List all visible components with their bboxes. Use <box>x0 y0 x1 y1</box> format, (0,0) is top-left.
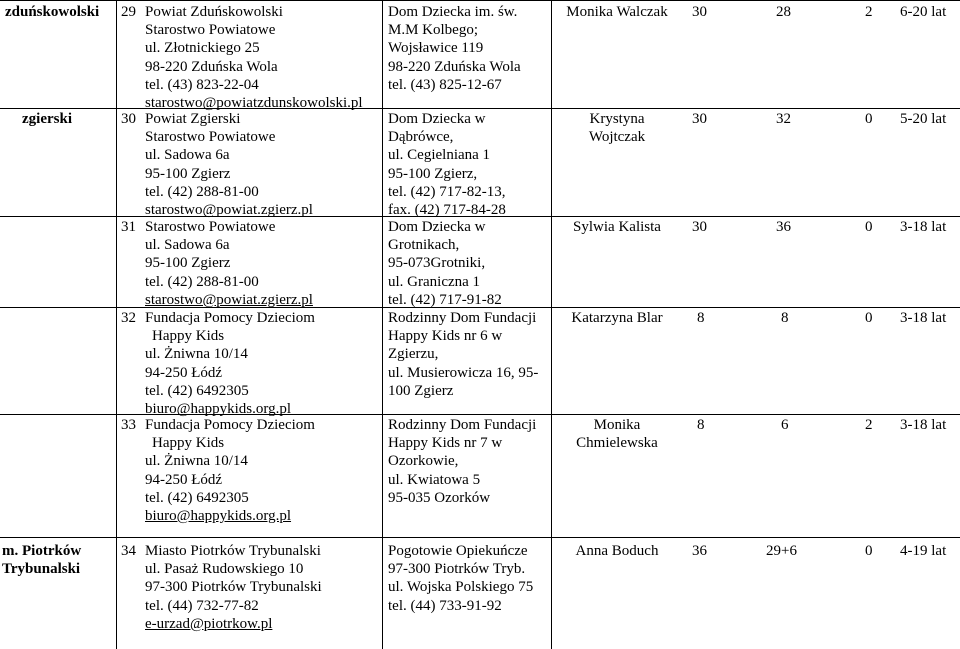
age-range: 3-18 lat <box>900 310 947 326</box>
email-link[interactable]: biuro@happykids.org.pl <box>145 507 292 524</box>
row-border <box>0 0 960 1</box>
children-count: 8 <box>781 310 789 326</box>
director-name: Monika Walczak <box>566 4 668 20</box>
authority-address: Fundacja Pomocy Dzieciom Happy Kids ul. Żniwna 10/14 94-250 Łódź tel. (42) 6492305 biuro@happykids.org.pl <box>145 417 315 524</box>
director-name: Monika Chmielewska <box>576 417 658 452</box>
facility-address: Rodzinny Dom Fundacji Happy Kids nr 6 w Zgierzu, ul. Musierowicza 16, 95- 100 Zgierz <box>388 310 539 399</box>
children-count: 28 <box>776 4 791 20</box>
children-count: 36 <box>776 219 791 235</box>
age-range: 4-19 lat <box>900 543 947 559</box>
col-border <box>116 0 117 649</box>
places-count: 30 <box>692 111 707 127</box>
age-range: 3-18 lat <box>900 219 947 235</box>
free-places-count: 0 <box>865 219 873 235</box>
authority-address: Fundacja Pomocy Dzieciom Happy Kids ul. Żniwna 10/14 94-250 Łódź tel. (42) 6492305 biuro@happykids.org.pl <box>145 310 315 417</box>
entry-number: 29 <box>121 4 136 20</box>
children-count: 32 <box>776 111 791 127</box>
authority-address: Powiat Zgierski Starostwo Powiatowe ul. Sadowa 6a 95-100 Zgierz tel. (42) 288-81-00 starostwo@powiat.zgierz.pl <box>145 111 313 218</box>
free-places-count: 0 <box>865 111 873 127</box>
email-link[interactable]: starostwo@powiat.zgierz.pl <box>145 291 313 308</box>
facility-address: Dom Dziecka w Dąbrówce, ul. Cegielniana 1 95-100 Zgierz, tel. (42) 717-82-13, fax. (42) 717-84-28 <box>388 111 506 218</box>
facility-address: Pogotowie Opiekuńcze 97-300 Piotrków Tryb. ul. Wojska Polskiego 75 tel. (44) 733-91-92 <box>388 543 534 614</box>
authority-address: Starostwo Powiatowe ul. Sadowa 6a 95-100 Zgierz tel. (42) 288-81-00 starostwo@powiat.zgierz.pl <box>145 219 313 308</box>
district-cell: m. Piotrków Trybunalski <box>2 543 82 577</box>
director-name: Anna Boduch <box>575 543 659 559</box>
facility-address: Dom Dziecka w Grotnikach, 95-073Grotniki, ul. Graniczna 1 tel. (42) 717-91-82 <box>388 219 502 308</box>
email-link[interactable]: e-urzad@piotrkow.pl <box>145 615 273 632</box>
row-border <box>0 537 960 538</box>
age-range: 6-20 lat <box>900 4 947 20</box>
director-name: Sylwia Kalista <box>573 219 661 235</box>
facility-address: Dom Dziecka im. św. M.M Kolbego; Wojsławice 119 98-220 Zduńska Wola tel. (43) 825-12-67 <box>388 4 521 93</box>
entry-number: 30 <box>121 111 136 127</box>
entry-number: 33 <box>121 417 136 433</box>
row-border <box>0 414 960 415</box>
district-cell: zgierski <box>22 111 72 127</box>
children-count: 29+6 <box>766 543 797 559</box>
director-name: Krystyna Wojtczak <box>588 111 646 146</box>
authority-address: Powiat Zduńskowolski Starostwo Powiatowe ul. Złotnickiego 25 98-220 Zduńska Wola tel. (43) 823-22-04 starostwo@powiatzdunskowolski.pl <box>145 4 363 111</box>
places-count: 30 <box>692 4 707 20</box>
places-count: 8 <box>697 417 705 433</box>
col-border <box>382 0 383 649</box>
entry-number: 34 <box>121 543 136 559</box>
entry-number: 32 <box>121 310 136 326</box>
free-places-count: 0 <box>865 310 873 326</box>
free-places-count: 2 <box>865 417 873 433</box>
entry-number: 31 <box>121 219 136 235</box>
places-count: 8 <box>697 310 705 326</box>
age-range: 5-20 lat <box>900 111 947 127</box>
row-border <box>0 108 960 109</box>
places-count: 36 <box>692 543 707 559</box>
district-cell: zduńskowolski <box>5 4 100 20</box>
facility-address: Rodzinny Dom Fundacji Happy Kids nr 7 w Ozorkowie, ul. Kwiatowa 5 95-035 Ozorków <box>388 417 537 506</box>
places-count: 30 <box>692 219 707 235</box>
free-places-count: 2 <box>865 4 873 20</box>
children-count: 6 <box>781 417 789 433</box>
director-name: Katarzyna Blar <box>571 310 663 326</box>
free-places-count: 0 <box>865 543 873 559</box>
authority-address: Miasto Piotrków Trybunalski ul. Pasaż Rudowskiego 10 97-300 Piotrków Trybunalski tel. (44) 732-77-82 e-urzad@piotrkow.pl <box>145 543 322 632</box>
age-range: 3-18 lat <box>900 417 947 433</box>
